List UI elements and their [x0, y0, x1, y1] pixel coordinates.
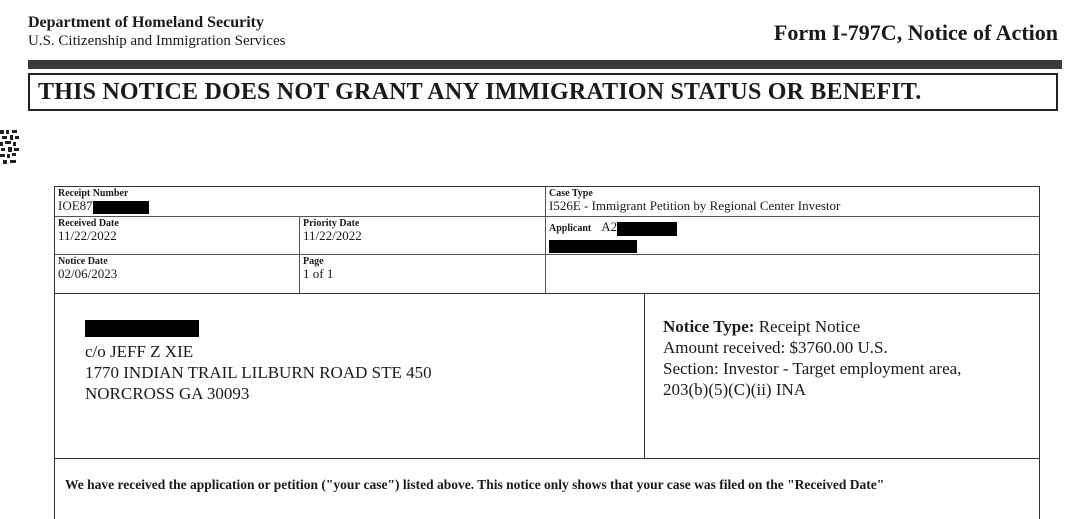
- section-line-2: 203(b)(5)(C)(ii) INA: [663, 380, 807, 399]
- receipt-number-label: Receipt Number: [58, 188, 129, 199]
- mailing-address-panel: [55, 294, 645, 458]
- body-paragraph: We have received the application or petition ("your case") listed above. This notice only shows that your case was filed on the "Received Date": [65, 477, 885, 492]
- notice-details: [663, 316, 961, 400]
- applicant-number: A2: [601, 219, 618, 234]
- department-name: Department of Homeland Security: [28, 14, 264, 31]
- redaction-bar: [93, 201, 149, 214]
- priority-date-cell: [300, 217, 546, 255]
- form-title: Form I-797C, Notice of Action: [773, 20, 1058, 45]
- mailing-address: [85, 318, 432, 404]
- applicant-cell: [546, 217, 1039, 255]
- barcode-icon: [0, 130, 20, 166]
- notice-date-value: 02/06/2023: [58, 266, 118, 281]
- section-line-1: Section: Investor - Target employment area,: [663, 359, 962, 378]
- notice-type-value: Receipt Notice: [758, 317, 861, 336]
- empty-cell: [546, 255, 1039, 293]
- page-cell: [300, 255, 546, 293]
- case-type-label: Case Type: [549, 188, 593, 199]
- address-line-3: NORCROSS GA 30093: [85, 383, 250, 403]
- received-date-cell: [55, 217, 300, 255]
- priority-date-value: 11/22/2022: [303, 228, 362, 243]
- notice-type-label: Notice Type:: [663, 317, 755, 336]
- redaction-bar: [549, 240, 637, 253]
- received-date-value: 11/22/2022: [58, 228, 117, 243]
- priority-date-label: Priority Date: [303, 218, 360, 229]
- address-line-2: 1770 INDIAN TRAIL LILBURN ROAD STE 450: [85, 362, 432, 382]
- address-notice-box: [54, 294, 1040, 459]
- page-value: 1 of 1: [303, 266, 334, 281]
- notice-date-label: Notice Date: [58, 256, 108, 267]
- receipt-number-cell: [55, 187, 546, 217]
- page-label: Page: [303, 256, 324, 267]
- agency-name: U.S. Citizenship and Immigration Services: [28, 33, 286, 49]
- receipt-number-value: IOE87: [58, 198, 93, 213]
- redaction-bar: [85, 320, 199, 337]
- notice-date-cell: [55, 255, 300, 293]
- status-disclaimer-banner: THIS NOTICE DOES NOT GRANT ANY IMMIGRATION STATUS OR BENEFIT.: [28, 73, 1058, 111]
- case-info-table: [54, 186, 1040, 294]
- notice-body: [54, 459, 1040, 519]
- header-divider: [28, 60, 1062, 69]
- amount-received: Amount received: $3760.00 U.S.: [663, 338, 888, 357]
- case-type-value: I526E - Immigrant Petition by Regional Center Investor: [549, 198, 841, 213]
- applicant-label: Applicant: [549, 223, 592, 234]
- received-date-label: Received Date: [58, 218, 119, 229]
- case-type-cell: [546, 187, 1039, 217]
- redaction-bar: [617, 222, 677, 236]
- header-agency-block: [28, 14, 285, 50]
- address-line-1: c/o JEFF Z XIE: [85, 341, 194, 361]
